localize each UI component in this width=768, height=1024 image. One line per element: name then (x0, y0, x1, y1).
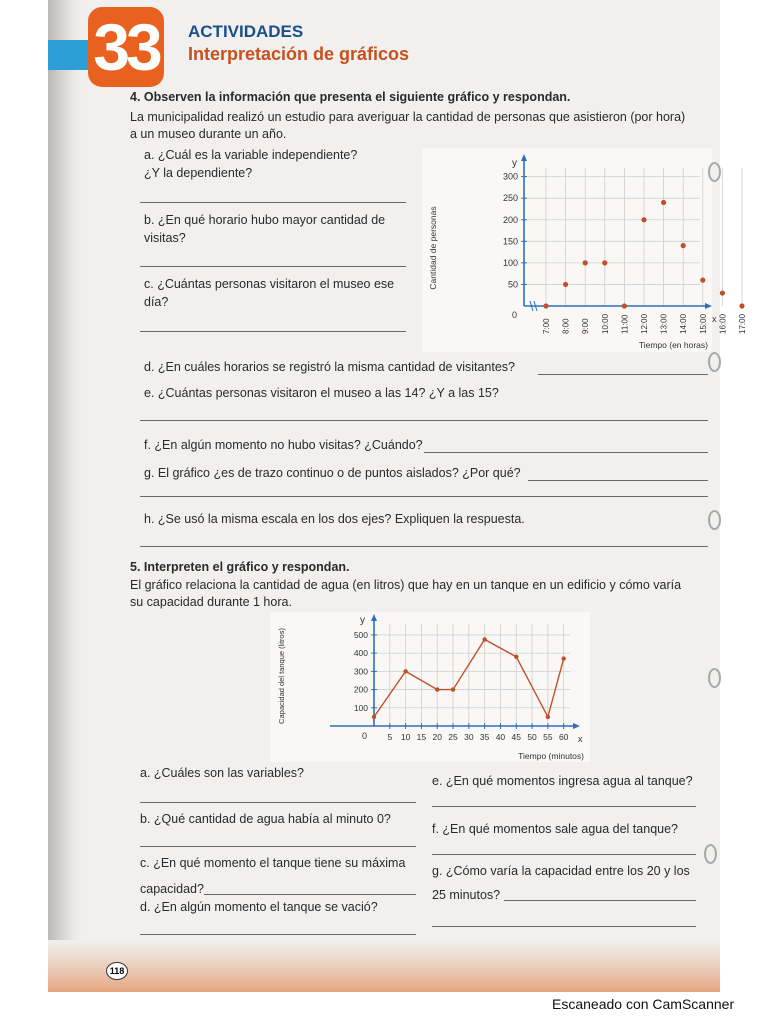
answer-line (204, 894, 416, 895)
chart1-data-point (602, 260, 607, 265)
ex4-question-d: d. ¿En cuáles horarios se registró la misma cantidad de visitantes? (144, 360, 516, 374)
chart1-x-tick-label: 15:00 (698, 313, 708, 334)
chart2-x-tick-label: 10 (400, 732, 411, 742)
chart2-data-point (372, 715, 376, 719)
chart1-y-tick-label: 100 (502, 257, 518, 268)
section-subtitle: Interpretación de gráficos (188, 44, 410, 64)
answer-line (140, 202, 406, 203)
chart2-y-tick-label: 500 (353, 629, 368, 640)
scanner-watermark-text: Escaneado con CamScanner (552, 996, 735, 1012)
chart1-x-tick-label: 12:00 (640, 313, 649, 334)
chart1-y-tick-label: 300 (502, 171, 518, 182)
chart1-x-axis-name: x (712, 314, 717, 324)
chart2-y-tick-label: 400 (353, 648, 368, 659)
chart1-data-point (543, 303, 548, 308)
ex5-question-c2: capacidad? (140, 882, 204, 896)
chart1-y-tick-label: 150 (502, 236, 518, 247)
section-title: ACTIVIDADES (188, 22, 304, 41)
ex5-question-g1: g. ¿Cómo varía la capacidad entre los 20 y los (432, 864, 690, 878)
ex4-question-g: g. El gráfico ¿es de trazo continuo o de puntos aislados? ¿Por qué? (144, 466, 521, 480)
answer-line (432, 926, 696, 927)
answer-line (528, 480, 708, 481)
ex5-intro-line1: El gráfico relaciona la cantidad de agua (en litros) que hay en un tanque en un edificio y cómo varía (130, 578, 682, 592)
chart2-x-axis-label: Tiempo (minutos) (518, 751, 584, 761)
chart1-x-axis-label: Tiempo (en horas) (638, 340, 708, 350)
chart2-y-axis-name: y (360, 615, 365, 626)
binder-ring (704, 844, 717, 864)
chart2-x-tick-label: 30 (464, 732, 474, 742)
page-number: 118 (106, 962, 128, 980)
lesson-number-badge: 33 (88, 7, 164, 87)
visitors-chart (422, 148, 747, 352)
ex4-question-c2: día? (144, 295, 169, 309)
ex5-question-c1: c. ¿En qué momento el tanque tiene su máxima (140, 856, 406, 870)
chart2-x-tick-label: 50 (527, 732, 537, 742)
chart1-x-tick-label: 17:00 (738, 313, 747, 334)
chart2-origin-label: 0 (362, 731, 368, 741)
answer-line (424, 452, 708, 453)
ex4-question-a2: ¿Y la dependiente? (144, 166, 253, 180)
ex5-question-a: a. ¿Cuáles son las variables? (140, 766, 304, 780)
chart2-x-tick-label: 45 (511, 732, 521, 742)
answer-line (140, 802, 416, 803)
chart1-x-tick-label: 14:00 (679, 313, 689, 334)
chart1-data-point (700, 278, 705, 283)
ex5-question-g2: 25 minutos? (432, 888, 501, 902)
answer-line (140, 546, 708, 547)
chart1-origin-label: 0 (512, 310, 518, 320)
ex5-question-f: f. ¿En qué momentos sale agua del tanque? (432, 822, 678, 836)
ex4-heading: 4. Observen la información que presenta el siguiente gráfico y respondan. (130, 90, 571, 104)
chart1-y-tick-label: 50 (507, 279, 518, 290)
answer-line (140, 846, 416, 847)
chart1-x-tick-label: 13:00 (659, 313, 669, 334)
chart2-y-axis-label: Capacidad del tanque (litros) (277, 628, 286, 724)
ex4-question-c1: c. ¿Cuántas personas visitaron el museo ese (144, 277, 395, 291)
chart2-data-point (403, 669, 407, 673)
ex4-question-h: h. ¿Se usó la misma escala en los dos ejes? Expliquen la respuesta. (144, 512, 525, 526)
chart2-x-tick-label: 5 (387, 732, 393, 742)
ex5-question-b: b. ¿Qué cantidad de agua había al minuto 0? (140, 812, 391, 826)
binder-ring (708, 510, 721, 530)
ex5-intro-line2: su capacidad durante 1 hora. (130, 595, 292, 609)
ex4-intro-line1: La municipalidad realizó un estudio para averiguar la cantidad de personas que asistieron (por hora) (130, 110, 686, 124)
ex5-heading: 5. Interpreten el gráfico y respondan. (130, 560, 350, 574)
answer-line (432, 806, 696, 807)
chart1-data-point (563, 282, 568, 287)
chart2-data-point (435, 687, 439, 691)
decorative-footer-strip (48, 940, 720, 992)
ex5-question-e: e. ¿En qué momentos ingresa agua al tanque? (432, 774, 693, 788)
chart1-x-tick-label: 11:00 (620, 314, 630, 334)
chart2-data-point (514, 655, 518, 659)
chart2-x-tick-label: 40 (495, 732, 506, 742)
ex4-intro-line2: a un museo durante un año. (130, 127, 287, 141)
chart2-x-tick-label: 35 (479, 732, 490, 742)
chart2-data-point (561, 656, 565, 660)
chart1-data-point (720, 290, 725, 295)
chart2-y-tick-label: 200 (353, 684, 368, 695)
chart2-data-point (482, 637, 486, 641)
chart1-data-point (583, 260, 588, 265)
ex4-question-b1: b. ¿En qué horario hubo mayor cantidad de (144, 213, 386, 227)
textbook-page (48, 0, 747, 992)
chart2-y-tick-label: 300 (353, 666, 368, 677)
binder-ring (708, 668, 721, 688)
chart2-x-axis-name: x (578, 734, 583, 744)
ex4-question-e: e. ¿Cuántas personas visitaron el museo a las 14? ¿Y a las 15? (144, 386, 499, 400)
chart1-data-point (622, 303, 627, 308)
chart1-x-tick-label: 9:00 (581, 318, 591, 334)
tank-capacity-chart (270, 612, 590, 762)
chart2-x-tick-label: 55 (543, 732, 553, 742)
answer-line (538, 374, 708, 375)
answer-line (504, 900, 696, 901)
chart1-data-point (681, 243, 686, 248)
chart2-x-tick-label: 20 (432, 732, 442, 742)
chart2-x-tick-label: 15 (416, 732, 427, 742)
chart1-x-tick-label: 7:00 (542, 318, 551, 334)
chart1-x-tick-label: 16:00 (718, 313, 728, 334)
answer-line (140, 420, 708, 421)
chart2-y-tick-label: 100 (353, 702, 368, 713)
chart1-x-tick-label: 8:00 (561, 318, 571, 334)
answer-line (140, 331, 406, 332)
answer-line (432, 854, 696, 855)
chart2-x-tick-label: 25 (448, 732, 458, 742)
chart2-x-tick-label: 60 (558, 732, 569, 742)
answer-line (140, 266, 406, 267)
chart2-data-point (546, 715, 550, 719)
answer-line (140, 496, 708, 497)
chart1-y-axis-name: y (512, 158, 517, 169)
ex4-question-b2: visitas? (144, 231, 186, 245)
ex4-question-f: f. ¿En algún momento no hubo visitas? ¿Cuándo? (144, 438, 423, 452)
chart1-data-point (739, 303, 744, 308)
page-binding-shadow (48, 0, 82, 992)
chart1-y-tick-label: 250 (502, 193, 518, 204)
binder-ring (708, 162, 721, 182)
chart1-y-axis-label: Cantidad de personas (428, 206, 438, 290)
chart2-data-point (451, 687, 455, 691)
answer-line (140, 934, 416, 935)
ex5-question-d: d. ¿En algún momento el tanque se vació? (140, 900, 378, 914)
chart1-x-tick-label: 10:00 (600, 313, 610, 334)
chart1-data-point (641, 217, 646, 222)
chart1-data-point (661, 200, 666, 205)
chart1-y-tick-label: 200 (502, 214, 518, 225)
binder-ring (708, 352, 721, 372)
ex4-question-a1: a. ¿Cuál es la variable independiente? (144, 148, 358, 162)
